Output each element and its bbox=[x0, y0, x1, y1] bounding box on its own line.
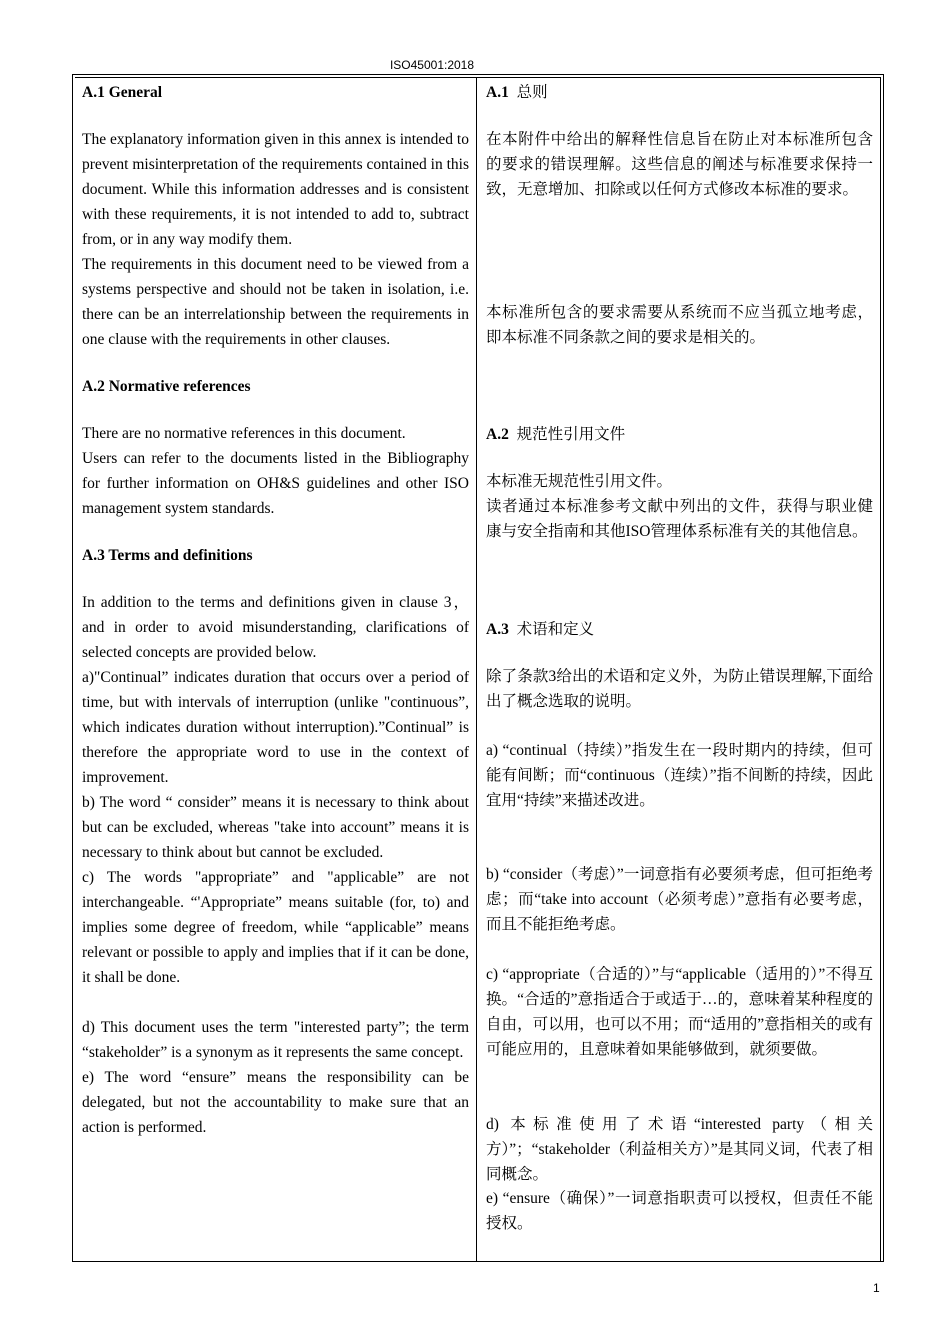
a1-heading-en: A.1 General bbox=[82, 84, 163, 101]
a1-paragraph-1-en: The explanatory information given in this annex is intended to prevent misinterpretation of the requirements contained in this document. While this information addresses and is consistent with these requirements, it is not intended to add to, subtract from, or in any way modify them. bbox=[82, 131, 469, 248]
a3-item-c-zh: c) “appropriate（合适的）”与“applicable（适用的）”不得互换。“合适的”意指适合于或适于…的，意味着某种程度的自由，可以用，也可以不用；而“适用的”意指相关的或有可能应用的，且意味着如果能够做到，就须要做。 bbox=[486, 966, 873, 1058]
a3-item-a-zh: a) “continual（持续）”指发生在一段时期内的持续，但可能有间断；而“continuous（连续）”指不间断的持续，因此宜用“持续”来描述改进。 bbox=[486, 742, 873, 809]
a1-heading-zh: A.1 总则 bbox=[486, 84, 548, 101]
a1-paragraph-2-zh: 本标准所包含的要求需要从系统而不应当孤立地考虑，即本标准不同条款之间的要求是相关的。 bbox=[486, 304, 873, 346]
a3-intro-en: In addition to the terms and definitions given in clause 3， and in order to avoid misunderstanding, clarifications of selected concepts are provided below. bbox=[82, 594, 469, 661]
a3-item-d-en: d) This document uses the term "interested party”; the term “stakeholder” is a synonym as it represents the same concept. bbox=[82, 1019, 469, 1061]
a2-heading-zh: A.2 规范性引用文件 bbox=[486, 426, 626, 443]
table-inner-border bbox=[880, 77, 881, 1261]
a3-item-b-en: b) The word “ consider” means it is necessary to think about but can be excluded, whereas "take into account” means it is necessary to think about but cannot be excluded. bbox=[82, 794, 469, 861]
page-number: 1 bbox=[873, 1281, 880, 1295]
a3-item-d-zh: d) 本标准使用了术语“interested party（相关方）”；“stakeholder（利益相关方）”是其同义词，代表了相同概念。 bbox=[486, 1116, 873, 1183]
a3-item-e-zh: e) “ensure（确保）”一词意指职责可以授权，但责任不能授权。 bbox=[486, 1190, 873, 1232]
a1-paragraph-2-en: The requirements in this document need to be viewed from a systems perspective and should not be taken in isolation, i.e. there can be an interrelationship between the requirements in one clause with the requirements in other clauses. bbox=[82, 256, 469, 348]
a2-paragraph-1-en: There are no normative references in this document. bbox=[82, 425, 406, 442]
a3-heading-zh: A.3 术语和定义 bbox=[486, 621, 595, 638]
a3-heading-en: A.3 Terms and definitions bbox=[82, 547, 253, 564]
a3-item-e-en: e) The word “ensure” means the responsibility can be delegated, but not the accountability to make sure that an action is performed. bbox=[82, 1069, 469, 1136]
a3-item-a-en: a)"Continual” indicates duration that occurs over a period of time, but with intervals of interruption (unlike "continuous”, which indicates duration without interruption).”Continual” is therefore the appropriate word to use in the context of improvement. bbox=[82, 669, 469, 786]
a3-intro-zh: 除了条款3给出的术语和定义外，为防止错误理解,下面给出了概念选取的说明。 bbox=[486, 668, 873, 710]
table-top-rule bbox=[75, 77, 881, 78]
a3-item-c-en: c) The words "appropriate” and "applicable” are not interchangeable. “'Appropriate” means suitable (for, to) and implies some degree of freedom, while “applicable” means relevant or possible to apply and implies that if it can be done, it shall be done. bbox=[82, 869, 469, 986]
a2-paragraph-1-zh: 本标准无规范性引用文件。 bbox=[486, 473, 673, 490]
a1-paragraph-1-zh: 在本附件中给出的解释性信息旨在防止对本标准所包含的要求的错误理解。这些信息的阐述与标准要求保持一致，无意增加、扣除或以任何方式修改本标准的要求。 bbox=[486, 131, 873, 198]
document-header: ISO45001:2018 bbox=[389, 58, 475, 72]
column-divider bbox=[476, 77, 477, 1261]
a3-item-b-zh: b) “consider（考虑）”一词意指有必要须考虑，但可拒绝考虑；而“take into account（必须考虑）”意指有必要考虑，而且不能拒绝考虑。 bbox=[486, 866, 873, 933]
english-column bbox=[82, 80, 469, 1140]
a2-heading-en: A.2 Normative references bbox=[82, 378, 251, 395]
a2-paragraph-2-zh: 读者通过本标准参考文献中列出的文件，获得与职业健康与安全指南和其他ISO管理体系标准有关的其他信息。 bbox=[486, 498, 873, 540]
a2-paragraph-2-en: Users can refer to the documents listed in the Bibliography for further information on OH&S guidelines and other ISO management system standards. bbox=[82, 450, 469, 517]
